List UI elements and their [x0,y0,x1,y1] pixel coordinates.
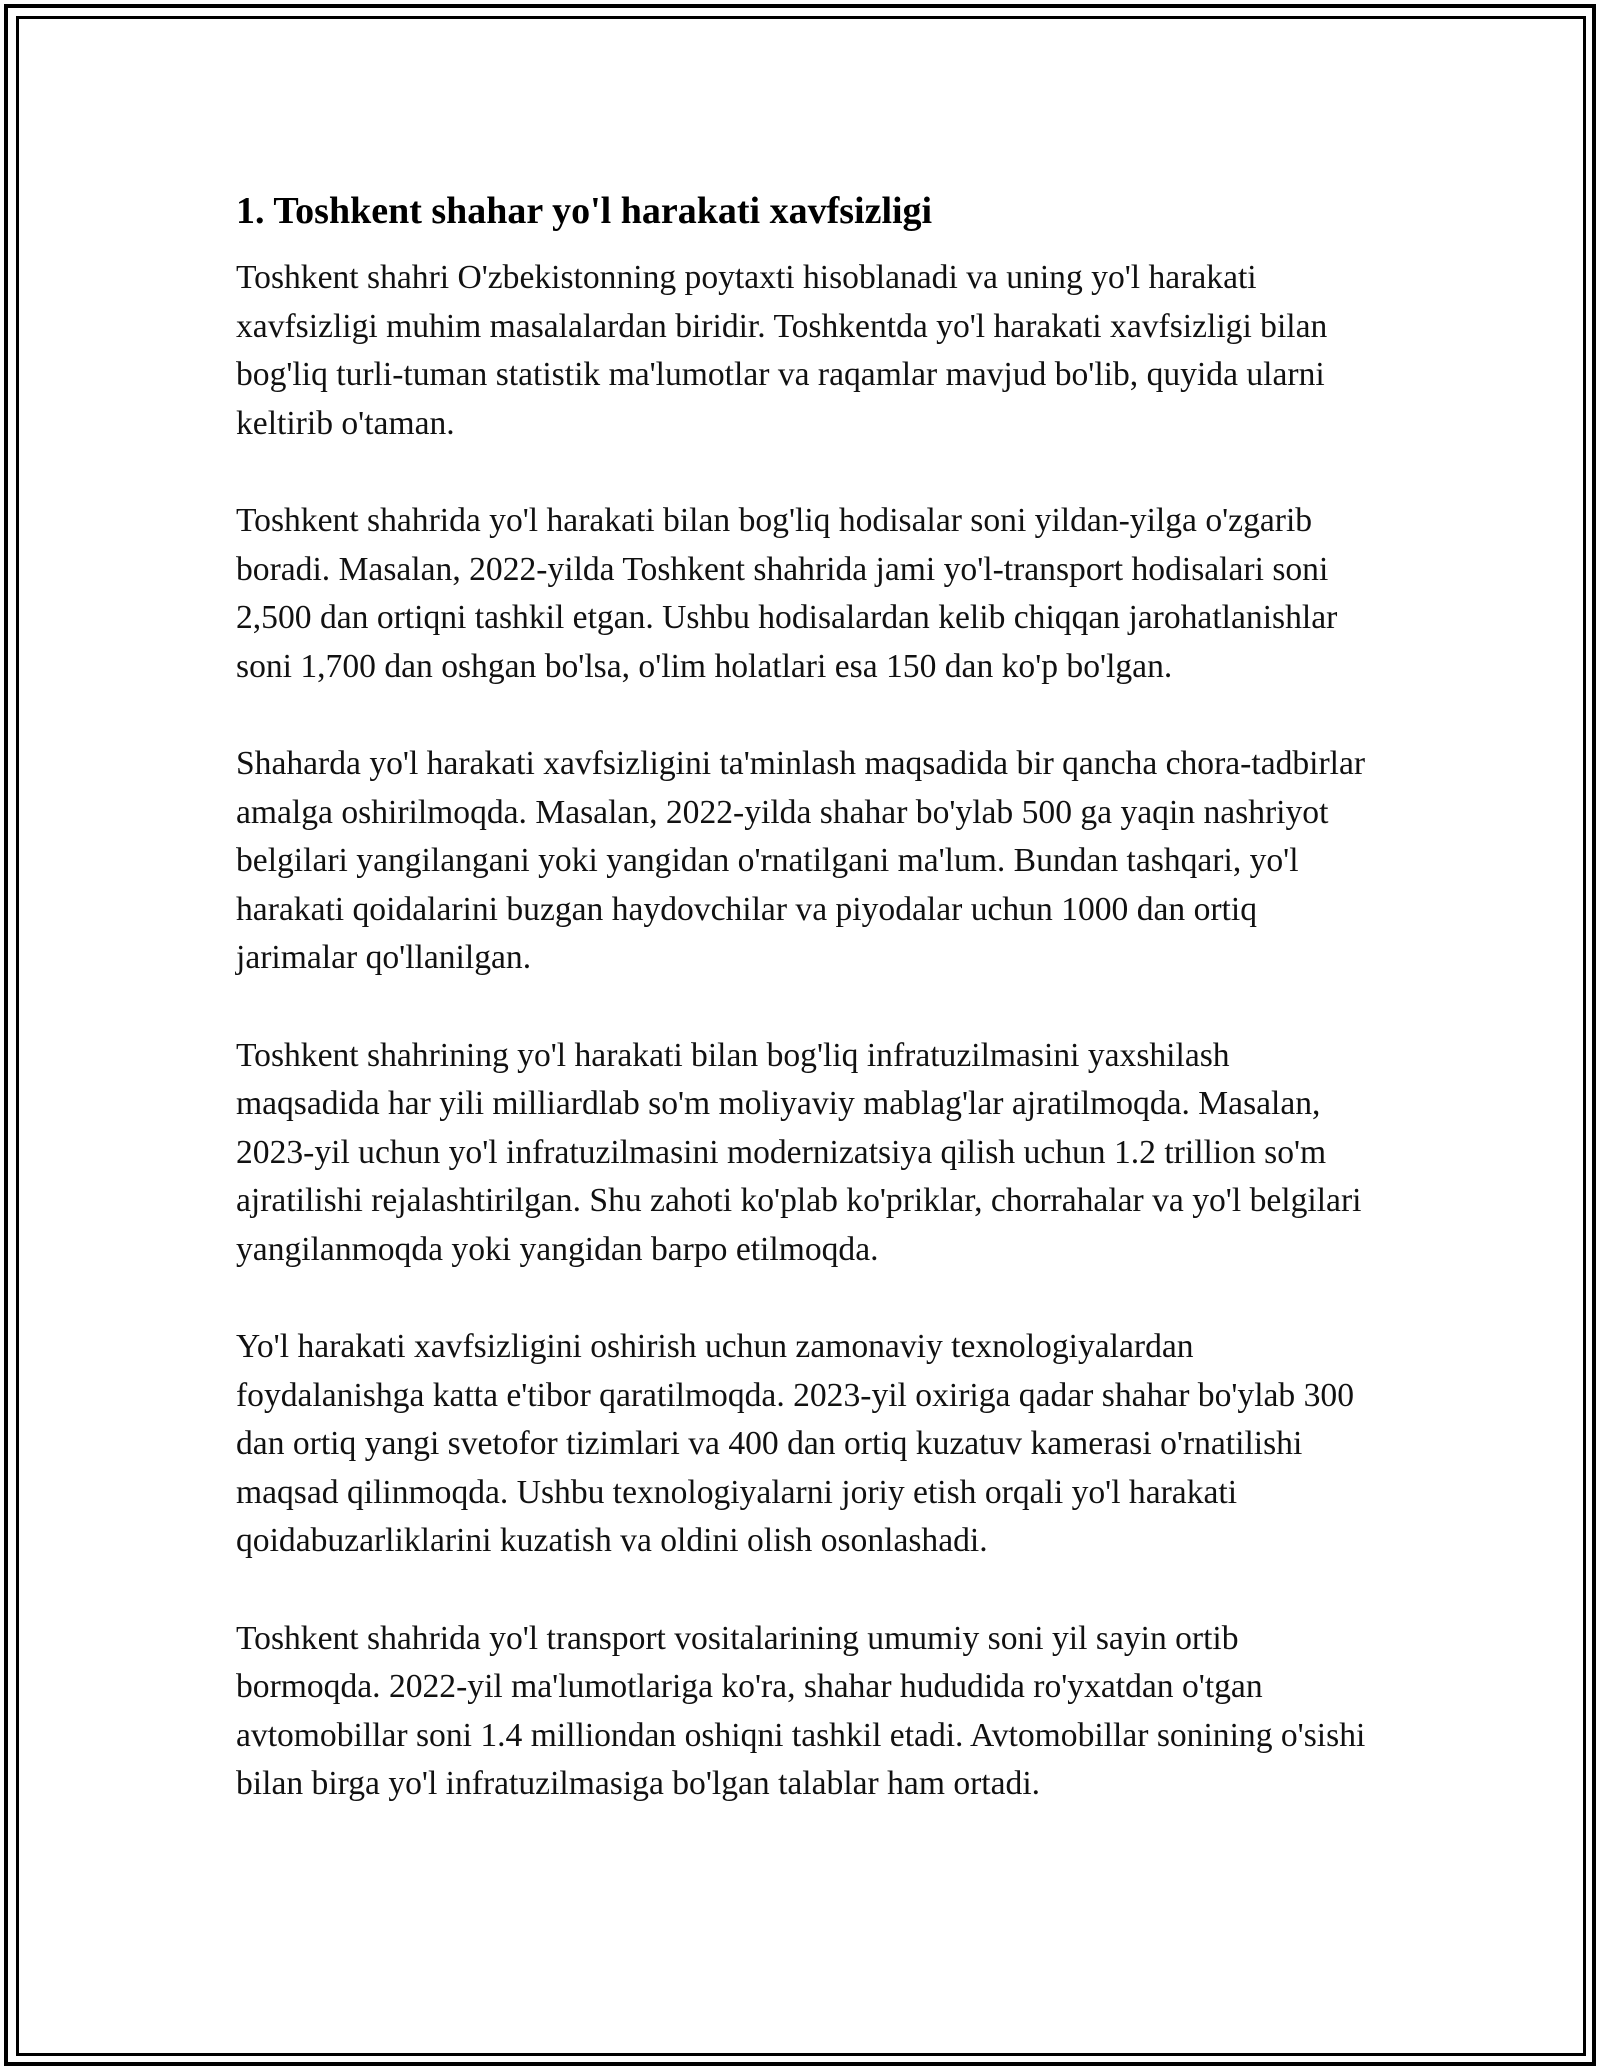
paragraph-accident-statistics: Toshkent shahrida yo'l harakati bilan bog'liq hodisalar soni yildan-yilga o'zgarib boradi. Masalan, 2022-yilda Toshkent shahrida jami yo'l-transport hodisalari soni 2,500 dan ortiqni tashkil etgan. Ushbu hodisalardan kelib chiqqan jarohatlanishlar soni 1,700 dan oshgan bo'lsa, o'lim holatlari esa 150 dan ko'p bo'lgan. [236,502,1338,685]
document-body [236,186,1376,1858]
paragraph-intro: Toshkent shahri O'zbekistonning poytaxti hisoblanadi va uning yo'l harakati xavfsizligi muhim masalalardan biridir. Toshkentda yo'l harakati xavfsizligi bilan bog'liq turli-tuman statistik ma'lumotlar va raqamlar mavjud bo'lib, quyida ularni keltirib o'taman. [236,259,1328,442]
paragraph-infrastructure-funding: Toshkent shahrining yo'l harakati bilan bog'liq infratuzilmasini yaxshilash maqsadida har yili milliardlab so'm moliyaviy mablag'lar ajratilmoqda. Masalan, 2023-yil uchun yo'l infratuzilmasini modernizatsiya qilish uchun 1.2 trillion so'm ajratilishi rejalashtirilgan. Shu zahoti ko'plab ko'priklar, chorrahalar va yo'l belgilari yangilanmoqda yoki yangidan barpo etilmoqda. [236,1036,1362,1268]
paragraph-modern-technologies: Yo'l harakati xavfsizligini oshirish uchun zamonaviy texnologiyalardan foydalanishga katta e'tibor qaratilmoqda. 2023-yil oxiriga qadar shahar bo'ylab 300 dan ortiq yangi svetofor tizimlari va 400 dan ortiq kuzatuv kamerasi o'rnatilishi maqsad qilinmoqda. Ushbu texnologiyalarni joriy etish orqali yo'l harakati qoidabuzarliklarini kuzatish va oldini olish osonlashadi. [236,1328,1354,1559]
section-heading: 1. Toshkent shahar yo'l harakati xavfsizligi [236,190,933,232]
paragraph-vehicle-count: Toshkent shahrida yo'l transport vositalarining umumiy soni yil sayin ortib bormoqda. 2022-yil ma'lumotlariga ko'ra, shahar hududida ro'yxatdan o'tgan avtomobillar soni 1.4 milliondan oshiqni tashkil etadi. Avtomobillar sonining o'sishi bilan birga yo'l infratuzilmasiga bo'lgan talablar ham ortadi. [236,1619,1366,1802]
paragraph-safety-measures: Shaharda yo'l harakati xavfsizligini ta'minlash maqsadida bir qancha chora-tadbirlar amalga oshirilmoqda. Masalan, 2022-yilda shahar bo'ylab 500 ga yaqin nashriyot belgilari yangilangani yoki yangidan o'rnatilgani ma'lum. Bundan tashqari, yo'l harakati qoidalarini buzgan haydovchilar va piyodalar uchun 1000 dan ortiq jarimalar qo'llanilgan. [236,745,1366,976]
